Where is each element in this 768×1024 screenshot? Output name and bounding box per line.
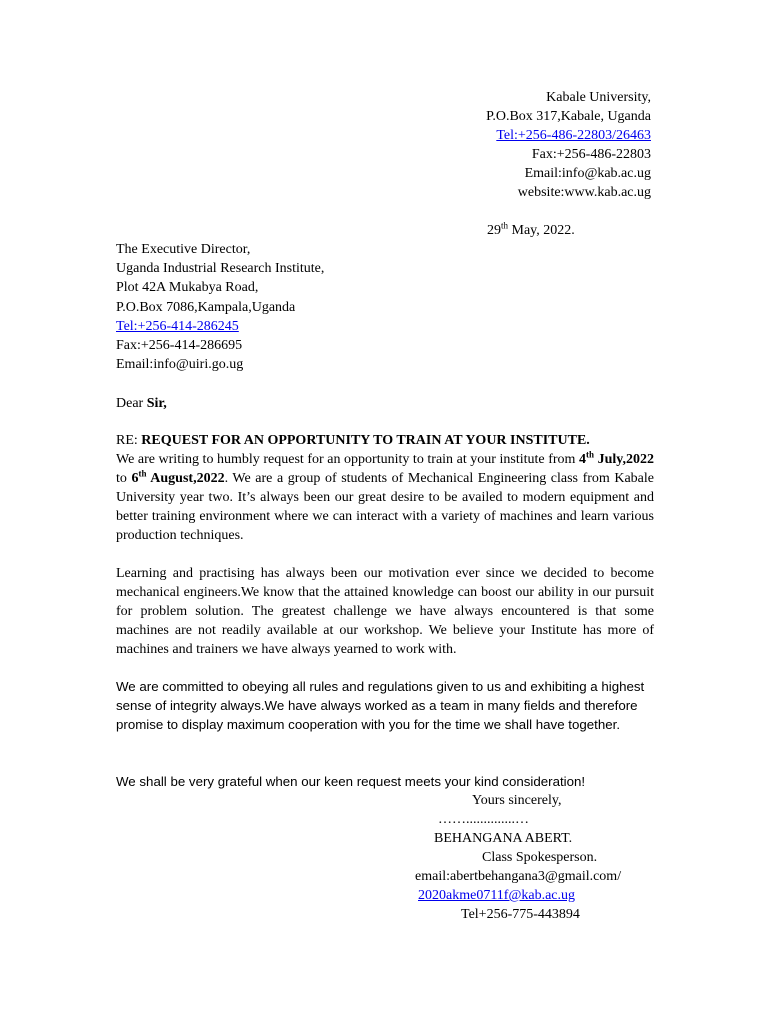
- p1-start-date: 4th July,2022: [579, 449, 654, 467]
- body-paragraph-2: Learning and practising has always been our motivation ever since we decided to become mechanical engineers.We know that the attained knowledge can boost our ability in our pursuit for problem solution. The greatest challenge we have always encountered is that some machines are not readily available at our workshop. We believe your Institute has more of machines and trainers we have always yearned to work with.: [116, 566, 654, 657]
- sender-website: website:www.kab.ac.ug: [517, 185, 651, 200]
- sender-po-box: P.O.Box 317,Kabale, Uganda: [486, 109, 651, 124]
- signatory-email: email:abertbehangana3@gmail.com/: [415, 869, 622, 884]
- recipient-address-block: [116, 240, 324, 374]
- recipient-organization: Uganda Industrial Research Institute,: [116, 261, 325, 277]
- p1-intro: We are writing to humbly request for an opportunity to train at your institute from: [116, 452, 579, 467]
- date-suffix: th: [501, 220, 509, 231]
- signature-closing: Yours sincerely,: [472, 793, 562, 808]
- recipient-fax: Fax:+256-414-286695: [116, 338, 243, 354]
- signatory-title: Class Spokesperson.: [482, 850, 598, 865]
- subject-prefix: RE:: [116, 433, 142, 448]
- sender-institution: Kabale University,: [546, 90, 651, 105]
- sender-email: Email:info@kab.ac.ug: [524, 166, 651, 181]
- salutation: [116, 394, 167, 413]
- recipient-address: Plot 42A Mukabya Road,: [116, 280, 259, 296]
- recipient-title: The Executive Director,: [116, 242, 251, 257]
- recipient-tel-link[interactable]: Tel:+256-414-286245: [116, 318, 239, 334]
- p1-to: to: [116, 471, 132, 486]
- date-rest: May, 2022.: [508, 223, 575, 238]
- salutation-name: Sir,: [146, 396, 167, 411]
- body-paragraph-1: [116, 450, 654, 545]
- signature-line: ……..............…: [438, 812, 529, 827]
- sender-address-block: [486, 88, 651, 202]
- salutation-prefix: Dear: [116, 396, 147, 411]
- signatory-email-link[interactable]: 2020akme0711f@kab.ac.ug: [418, 888, 575, 903]
- recipient-email: Email:info@uiri.go.ug: [116, 357, 244, 373]
- signatory-name: BEHANGANA ABERT.: [434, 831, 573, 846]
- signatory-tel: Tel+256-775-443894: [461, 907, 580, 922]
- subject-line: [116, 431, 590, 450]
- p1-rest: . We are a group of students of Mechanical Engineering class from Kabale University year two. It’s always been our great desire to be availed to modern equipment and better training environment where we can interact with a variety of machines and learn various production techniques.: [116, 471, 654, 543]
- sender-fax: Fax:+256-486-22803: [531, 147, 651, 162]
- body-paragraph-3: We are committed to obeying all rules and regulations given to us and exhibiting a highest sense of integrity always.We have always worked as a team in many fields and therefore promise to display maximum cooperation with you for the time we shall have together.: [116, 679, 645, 732]
- body-paragraph-4: We shall be very grateful when our keen request meets your kind consideration!: [116, 774, 586, 789]
- p1-end-date: 6th August,2022: [131, 468, 225, 486]
- letter-date: [487, 221, 575, 240]
- date-day: 29: [487, 223, 501, 238]
- recipient-po-box: P.O.Box 7086,Kampala,Uganda: [116, 299, 296, 315]
- sender-tel-link[interactable]: Tel:+256-486-22803/26463: [496, 128, 651, 143]
- subject-title: REQUEST FOR AN OPPORTUNITY TO TRAIN AT YOUR INSTITUTE.: [141, 433, 590, 448]
